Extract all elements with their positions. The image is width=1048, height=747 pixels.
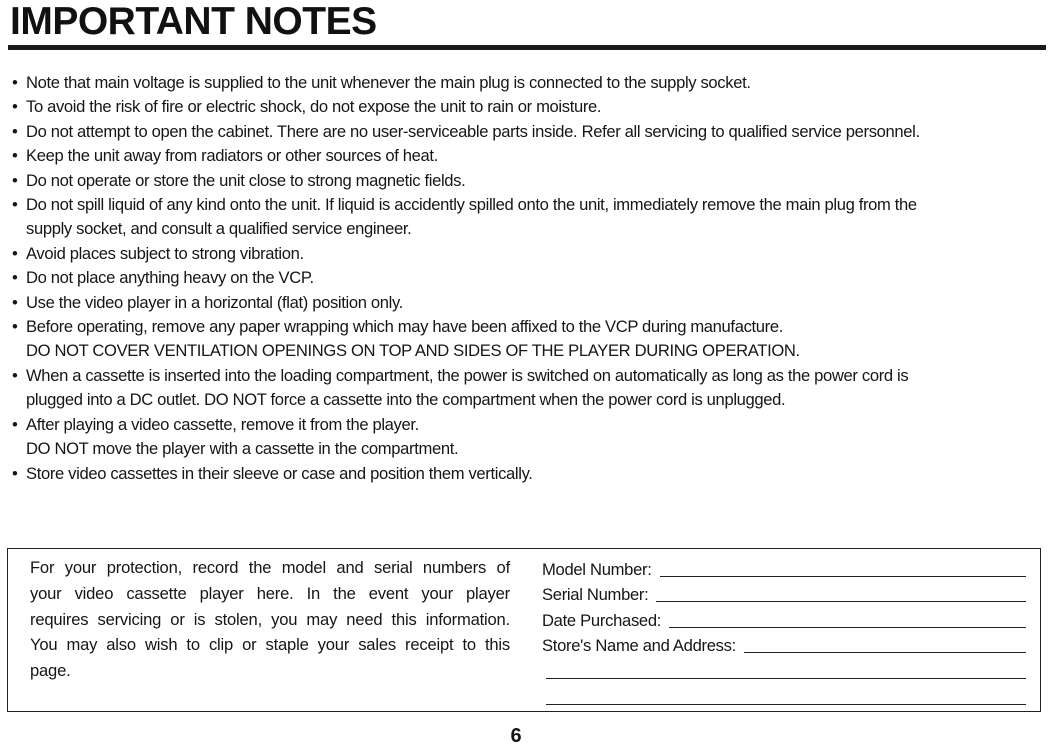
note-item (12, 364, 1042, 413)
note-item (12, 120, 1042, 144)
note-item (12, 193, 1042, 242)
bullet-icon: • (12, 146, 18, 166)
fill-in-line (546, 704, 1026, 705)
address-continuation-line (542, 657, 1026, 683)
note-line: Do not place anything heavy on the VCP. (26, 268, 314, 288)
note-item (12, 462, 1042, 486)
bullet-icon: • (12, 97, 18, 117)
record-box (7, 548, 1041, 712)
fill-in-line (669, 627, 1026, 628)
field-label: Model Number: (542, 559, 652, 579)
serial-number-field (542, 581, 1026, 607)
note-line: supply socket, and consult a qualified service engineer. (26, 219, 412, 239)
bullet-icon: • (12, 195, 18, 215)
note-line: DO NOT COVER VENTILATION OPENINGS ON TOP AND SIDES OF THE PLAYER DURING OPERATION. (26, 341, 800, 361)
note-line: Do not operate or store the unit close to strong magnetic fields. (26, 170, 466, 190)
note-line: When a cassette is inserted into the loading compartment, the power is switched on automatically as long as the power cord is (26, 365, 909, 385)
record-text-line: You may also wish to clip or staple your sales receipt to this (30, 635, 510, 655)
bullet-icon: • (12, 414, 18, 434)
note-item (12, 266, 1042, 290)
note-item (12, 413, 1042, 462)
field-label: Date Purchased: (542, 610, 662, 630)
note-item (12, 291, 1042, 315)
bullet-icon: • (12, 121, 18, 141)
title-rule (8, 45, 1046, 50)
note-item (12, 144, 1042, 168)
note-line: Do not attempt to open the cabinet. There are no user-serviceable parts inside. Refer all servicing to qualified service personnel. (26, 121, 920, 141)
bullet-icon: • (12, 317, 18, 337)
field-label: Serial Number: (542, 585, 649, 605)
record-text-line: page. (30, 661, 71, 681)
address-continuation-line (542, 683, 1026, 709)
fill-in-line (660, 576, 1026, 577)
note-item (12, 242, 1042, 266)
bullet-icon: • (12, 463, 18, 483)
note-line: Avoid places subject to strong vibration. (26, 243, 304, 263)
record-text-line: For your protection, record the model and serial numbers of (30, 558, 510, 577)
bullet-icon: • (12, 268, 18, 288)
note-line: To avoid the risk of fire or electric shock, do not expose the unit to rain or moisture. (26, 97, 602, 117)
bullet-icon: • (12, 73, 18, 92)
note-line: Do not spill liquid of any kind onto the unit. If liquid is accidently spilled onto the unit, immediately remove the main plug from the (26, 195, 917, 215)
bullet-icon: • (12, 170, 18, 190)
note-line: Keep the unit away from radiators or other sources of heat. (26, 146, 438, 166)
note-line: plugged into a DC outlet. DO NOT force a cassette into the compartment when the power cord is unplugged. (26, 390, 786, 410)
fill-in-line (546, 678, 1026, 679)
record-fields (542, 555, 1026, 709)
note-item (12, 315, 1042, 364)
note-line: After playing a video cassette, remove it from the player. (26, 414, 419, 434)
model-number-field (542, 555, 1026, 581)
page-number: 6 (510, 725, 522, 747)
field-label: Store's Name and Address: (542, 636, 736, 656)
fill-in-line (744, 652, 1026, 653)
bullet-icon: • (12, 365, 18, 385)
note-item (12, 71, 1042, 95)
record-text-line: requires servicing or is stolen, you may need this information. (30, 609, 510, 629)
note-line: Store video cassettes in their sleeve or case and position them vertically. (26, 463, 533, 483)
note-line: Before operating, remove any paper wrapping which may have been affixed to the VCP during manufacture. (26, 317, 783, 337)
record-text-line: your video cassette player here. In the event your player (30, 583, 510, 603)
record-instructions (30, 555, 510, 684)
note-item (12, 95, 1042, 119)
notes-list (12, 71, 1042, 486)
bullet-icon: • (12, 292, 18, 312)
note-line: Use the video player in a horizontal (flat) position only. (26, 292, 403, 312)
fill-in-line (656, 601, 1026, 602)
date-purchased-field (542, 606, 1026, 632)
bullet-icon: • (12, 243, 18, 263)
note-line: DO NOT move the player with a cassette in the compartment. (26, 439, 459, 459)
page-title: IMPORTANT NOTES (10, 0, 377, 43)
note-item (12, 169, 1042, 193)
note-line: Note that main voltage is supplied to the unit whenever the main plug is connected to the supply socket. (26, 73, 751, 92)
store-name-address-field (542, 632, 1026, 658)
